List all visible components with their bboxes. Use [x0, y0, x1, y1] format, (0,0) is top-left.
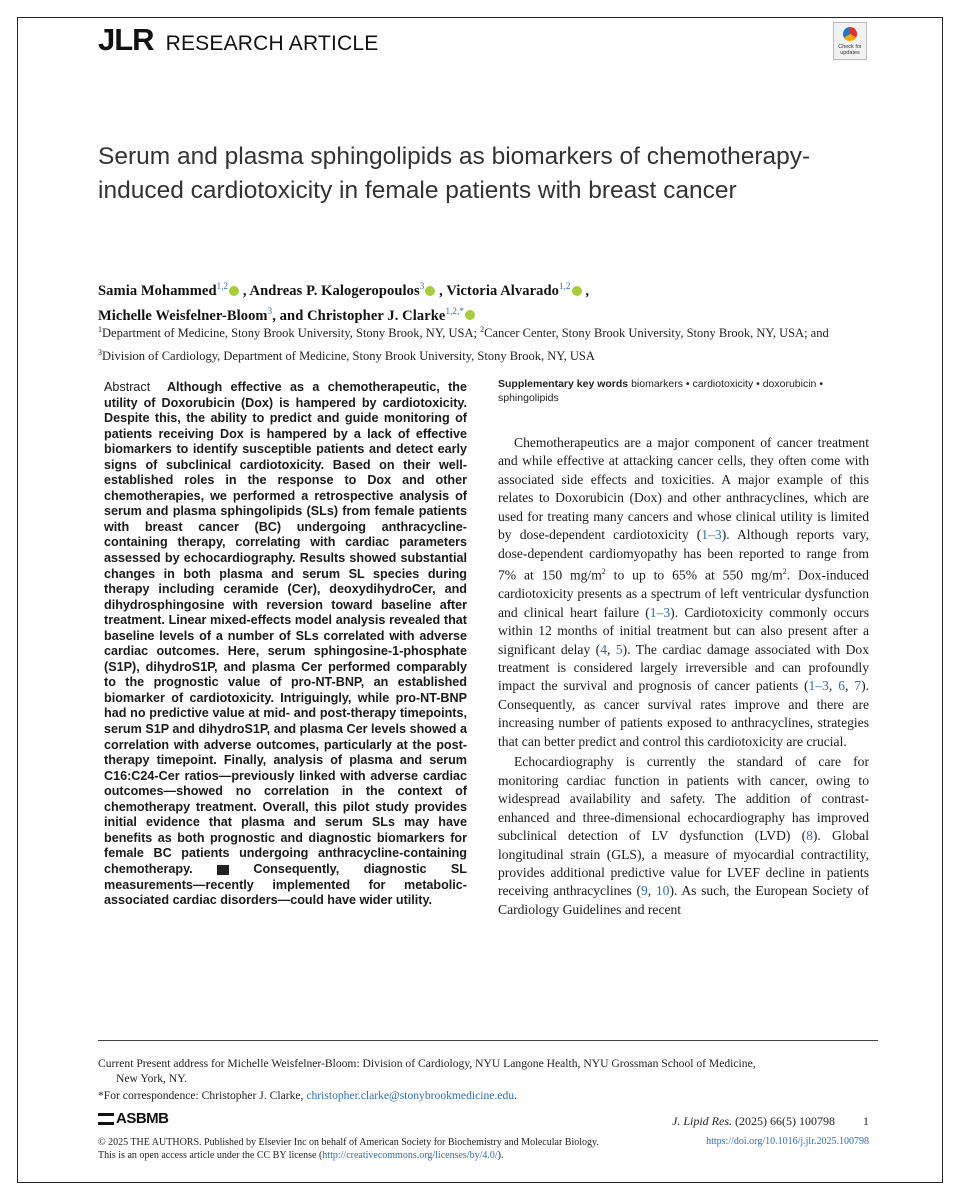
- author-name[interactable]: Victoria Alvarado: [446, 282, 560, 299]
- text-run: to up to 65% at 550 mg/m: [605, 567, 783, 583]
- publisher-logo: [98, 1110, 169, 1127]
- orcid-icon[interactable]: [229, 286, 239, 296]
- article-title: Serum and plasma sphingolipids as biomarkers of chemotherapy-induced cardiotoxicity in female patients with breast cancer: [98, 143, 811, 204]
- license-text: This is an open access article under the CC BY license (: [98, 1150, 323, 1161]
- superscript: 2: [601, 567, 606, 577]
- affiliation-text: Division of Cardiology, Department of Medicine, Stony Brook University, Stony Brook, NY, USA: [102, 349, 595, 364]
- journal-header: [98, 22, 378, 58]
- affiliation-text: Department of Medicine, Stony Brook University, Stony Brook, NY, USA;: [102, 326, 481, 341]
- footnote-divider: [98, 1040, 878, 1041]
- reference-link[interactable]: 6: [838, 678, 845, 694]
- journal-logo: JLR: [98, 22, 154, 57]
- abstract-text-end: Consequently, diagnostic SL measurements—recently implemented for metabolic-associated cardiac disorders—could have wider utility.: [104, 861, 467, 908]
- journal-name: J. Lipid Res.: [672, 1114, 733, 1128]
- superscript: 2: [782, 567, 787, 577]
- keywords-list: biomarkers • cardiotoxicity • doxorubicin • sphingolipids: [498, 378, 823, 404]
- present-address-line: New York, NY.: [116, 1072, 187, 1085]
- reference-link[interactable]: 1–3: [808, 678, 829, 694]
- page-number: 1: [863, 1114, 869, 1128]
- text-run: ). Cardiotoxicity commonly occurs within 12 months of initial treatment but can also present after a significant delay (: [498, 604, 869, 657]
- copyright-text: © 2025 THE AUTHORS. Published by Elsevier Inc on behalf of American Society for Biochemistry and Molecular Biology.: [98, 1137, 599, 1148]
- correspondence-end: .: [514, 1089, 517, 1102]
- text-run: ,: [647, 883, 656, 899]
- keywords: [498, 378, 868, 405]
- author-separator: ,: [239, 282, 250, 299]
- author-separator: ,: [435, 282, 447, 299]
- reference-link[interactable]: 1–3: [701, 527, 722, 543]
- body-text: [498, 434, 869, 919]
- license-line: [98, 1149, 878, 1162]
- paragraph: [498, 434, 869, 751]
- text-run: ,: [828, 678, 839, 694]
- text-run: . Dox-induced cardiotoxicity presents as a spectrum of left ventricular dysfunction and clinical heart failure (: [498, 567, 869, 620]
- author-name[interactable]: Samia Mohammed: [98, 282, 217, 299]
- affiliations: [98, 320, 878, 366]
- correspondence-footnote: [98, 1088, 878, 1103]
- author-separator: , and: [272, 307, 308, 324]
- affiliation-sup: 3: [98, 348, 102, 358]
- text-run: ,: [607, 641, 616, 657]
- badge-label: Check for updates: [838, 44, 862, 56]
- paragraph: [498, 753, 869, 919]
- author-name[interactable]: Christopher J. Clarke: [307, 307, 446, 324]
- citation-details: (2025) 66(5) 100798: [732, 1114, 835, 1128]
- author-name[interactable]: Michelle Weisfelner-Bloom: [98, 307, 268, 324]
- orcid-icon[interactable]: [572, 286, 582, 296]
- reference-link[interactable]: 9: [640, 883, 648, 899]
- text-run: ,: [845, 678, 855, 694]
- abstract: [104, 380, 467, 909]
- author-affil-sup: 3: [267, 305, 273, 316]
- text-run: ). Global longitudinal strain (GLS), a measure of myocardial contractility, provides additional predictive value for LVEF decline in patients receiving anthracyclines (: [498, 828, 869, 899]
- reference-link[interactable]: 7: [854, 678, 862, 694]
- author-affil-sup: 1,2: [559, 281, 571, 291]
- orcid-icon[interactable]: [465, 310, 475, 320]
- reference-link[interactable]: 4: [600, 641, 608, 657]
- author-affil-sup: 1,2: [216, 281, 229, 291]
- article-type: RESEARCH ARTICLE: [165, 32, 379, 55]
- text-run: ). The cardiac damage associated with Dox treatment is considered largely irreversible and can profoundly impact the survival and prognosis of cancer patients (: [498, 641, 870, 694]
- reference-link[interactable]: 10: [655, 883, 670, 899]
- affiliation-sup: 1: [98, 325, 102, 334]
- reference-link[interactable]: 1–3: [649, 604, 671, 620]
- text-run: Echocardiography is currently the standard of care for monitoring cardiac function in patients with cancer, owing to widespread availability and safety. The addition of contrast-enhanced and three-dimensional echocardiography has improved subclinical detection of LV dysfunction (LVD) (: [498, 754, 869, 844]
- affiliation-text: Cancer Center, Stony Brook University, Stony Brook, NY, USA; and: [484, 326, 829, 341]
- asbmb-icon: [98, 1113, 114, 1125]
- graphical-abstract-icon[interactable]: [217, 865, 229, 875]
- present-address-line: Current Present address for Michelle Weisfelner-Bloom: Division of Cardiology, NYU Langone Health, NYU Grossman School of Medicine,: [98, 1057, 756, 1070]
- abstract-text: Although effective as a chemotherapeutic, the utility of Doxorubicin (Dox) is hampered by cardiotoxicity. Despite this, the ability to predict and guide monitoring of patients receiving Dox is hampered by a lack of effective biomarkers to identify susceptible patients and detect early signs of subclinical cardiotoxicity. Based on their well-established roles in the response to Dox and other chemotherapies, we performed a retrospective analysis of serum and plasma sphingolipids (SLs) from female patients with breast cancer (BC) undergoing anthracycline-containing therapy, correlating with cardiac parameters assessed by echocardiography. Results showed substantial changes in both plasma and serum SL species during therapy including ceramide (Cer), deoxydihydroCer, and dihydrosphingosine with reversion toward baseline after treatment. Linear mixed-effects model analysis revealed that baseline levels of a number of SLs correlated with adverse cardiac outcomes. Here, serum sphingosine-1-phosphate (S1P), dihydroS1P, and plasma Cer performed comparably to the prognostic value of pro-NT-BNP, an established biomarker of cardiotoxicity. Intriguingly, while pro-NT-BNP had no predictive value at mid- and post-therapy timepoints, serum S1P and dihydroS1P, and plasma Cer levels showed a correlation with adverse outcomes, particularly at the post-therapy timepoint. Finally, analysis of plasma and serum C16:C24-Cer ratios—previously linked with adverse cardiac outcomes—showed no correlation in the context of chemotherapy treatment. Overall, this pilot study provides initial evidence that plasma and serum SLs may have benefits as both prognostic and diagnostic biomarkers for female BC patients undergoing anthracycline-containing chemotherapy.: [104, 380, 467, 876]
- orcid-icon[interactable]: [425, 286, 435, 296]
- reference-link[interactable]: 5: [615, 641, 623, 657]
- check-for-updates-badge[interactable]: [833, 22, 867, 60]
- author-name[interactable]: Andreas P. Kalogeropoulos: [249, 282, 420, 299]
- author-affil-sup: 1,2,*: [445, 305, 464, 316]
- text-run: Chemotherapeutics are a major component of cancer treatment and while effective at attacking cancer cells, they often come with associated side effects and toxicities. A major example of this relates to Doxorubicin (Dox) and other anthracyclines, which are used for treating many cancers and whose clinical utility is limited by dose-dependent cardiotoxicity (: [498, 435, 869, 543]
- update-icon: [843, 27, 857, 41]
- publisher-name: ASBMB: [116, 1110, 169, 1127]
- keywords-label: Supplementary key words: [498, 378, 629, 390]
- correspondence-email-link[interactable]: christopher.clarke@stonybrookmedicine.edu: [306, 1089, 515, 1102]
- abstract-label: Abstract: [104, 380, 151, 394]
- author-affil-sup: 3: [419, 281, 425, 291]
- correspondence-label: *For correspondence: Christopher J. Clarke,: [98, 1089, 307, 1102]
- text-run: ). Consequently, as cancer survival rates improve and there are increasing number of patients exposed to anthracyclines, strategies that can better predict and control this cardiotoxicity are crucial.: [498, 678, 870, 749]
- license-end: ).: [497, 1150, 504, 1161]
- affiliation-sup: 2: [480, 325, 485, 334]
- author-list: Samia Mohammed$^{1,2}$ , Andreas P. Kalogeropoulos$^3$ , Victoria Alvarado$^{1,2}$ , Michelle Weisfelner-Bloom$^3$, and Christopher J. Clarke$^{1,2,*}$: [98, 281, 590, 324]
- citation-line: [672, 1114, 869, 1129]
- doi-link[interactable]: https://doi.org/10.1016/j.jlr.2025.100798: [706, 1136, 869, 1147]
- present-address-footnote: [98, 1056, 878, 1086]
- reference-link[interactable]: 8: [806, 828, 813, 844]
- text-run: ). As such, the European Society of Cardiology Guidelines and recent: [498, 883, 869, 917]
- text-run: ). Although reports vary, dose-dependent cardiomyopathy has been reported to range from 7% at 150 mg/m: [498, 527, 869, 583]
- license-link[interactable]: http://creativecommons.org/licenses/by/4.0/: [322, 1150, 498, 1161]
